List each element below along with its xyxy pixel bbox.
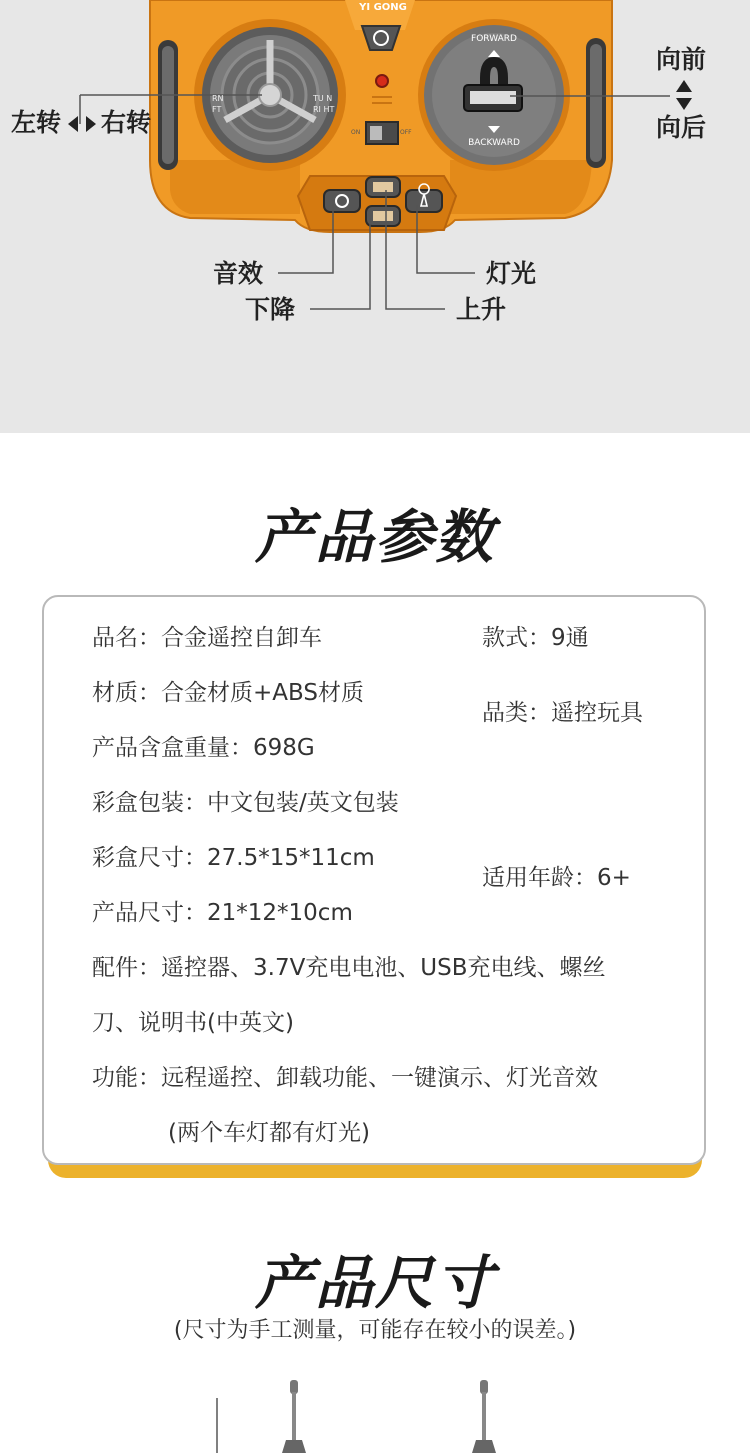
turn-left-label: RN FT [212, 94, 224, 114]
spec-accessories: 配件：遥控器、3.7V充电电池、USB充电线、螺丝 [92, 955, 606, 981]
turn-right-label: TU N RI HT [313, 94, 335, 114]
spec-card [42, 595, 706, 1165]
spec-box-size: 彩盒尺寸：27.5*15*11cm [92, 845, 375, 871]
dump-up-icon [373, 182, 393, 192]
spec-accessories-cont: 刀、说明书(中英文) [92, 1010, 294, 1036]
switch-on-label: ON [351, 129, 361, 136]
spec-material: 材质：合金材质+ABS材质 [92, 680, 364, 706]
steering-knob[interactable] [259, 84, 281, 106]
power-indicator [376, 75, 388, 87]
spec-name: 品名：合金遥控自卸车 [92, 625, 322, 651]
params-title: 产品参数 [254, 503, 495, 571]
sound-button[interactable] [324, 190, 360, 212]
forward-callout: 向前 [656, 45, 707, 74]
right-antenna [472, 1380, 496, 1453]
sound-callout: 音效 [213, 259, 264, 288]
brand-label: YI GONG [359, 2, 407, 13]
spec-style: 款式：9通 [482, 625, 589, 651]
backward-callout: 向后 [656, 113, 707, 142]
forward-label: FORWARD [471, 34, 517, 44]
backward-label: BACKWARD [468, 138, 520, 148]
dimensions-subtitle: (尺寸为手工测量，可能存在较小的误差。) [173, 1318, 577, 1343]
spec-packaging: 彩盒包装：中文包装/英文包装 [92, 790, 399, 816]
truck-preview-illustration [0, 1370, 750, 1453]
left-antenna [282, 1380, 306, 1453]
spec-functions: 功能：远程遥控、卸载功能、一键演示、灯光音效 [92, 1065, 598, 1091]
down-callout: 下降 [245, 295, 296, 324]
remote-controller-illustration [0, 0, 750, 433]
switch-off-label: OFF [400, 129, 412, 136]
spec-age: 适用年龄：6+ [482, 865, 631, 891]
turn-right-callout: 右转 [101, 108, 152, 137]
turn-left-callout: 左转 [11, 108, 62, 137]
spec-product-size: 产品尺寸：21*12*10cm [92, 900, 353, 926]
controller-section [0, 0, 750, 433]
up-callout: 上升 [456, 295, 507, 324]
dump-down-icon [373, 211, 393, 221]
spec-functions-note: (两个车灯都有灯光) [168, 1120, 370, 1146]
dimensions-title: 产品尺寸 [254, 1249, 495, 1317]
spec-category: 品类：遥控玩具 [482, 700, 643, 726]
light-callout: 灯光 [486, 259, 537, 288]
spec-weight: 产品含盒重量：698G [92, 735, 315, 761]
